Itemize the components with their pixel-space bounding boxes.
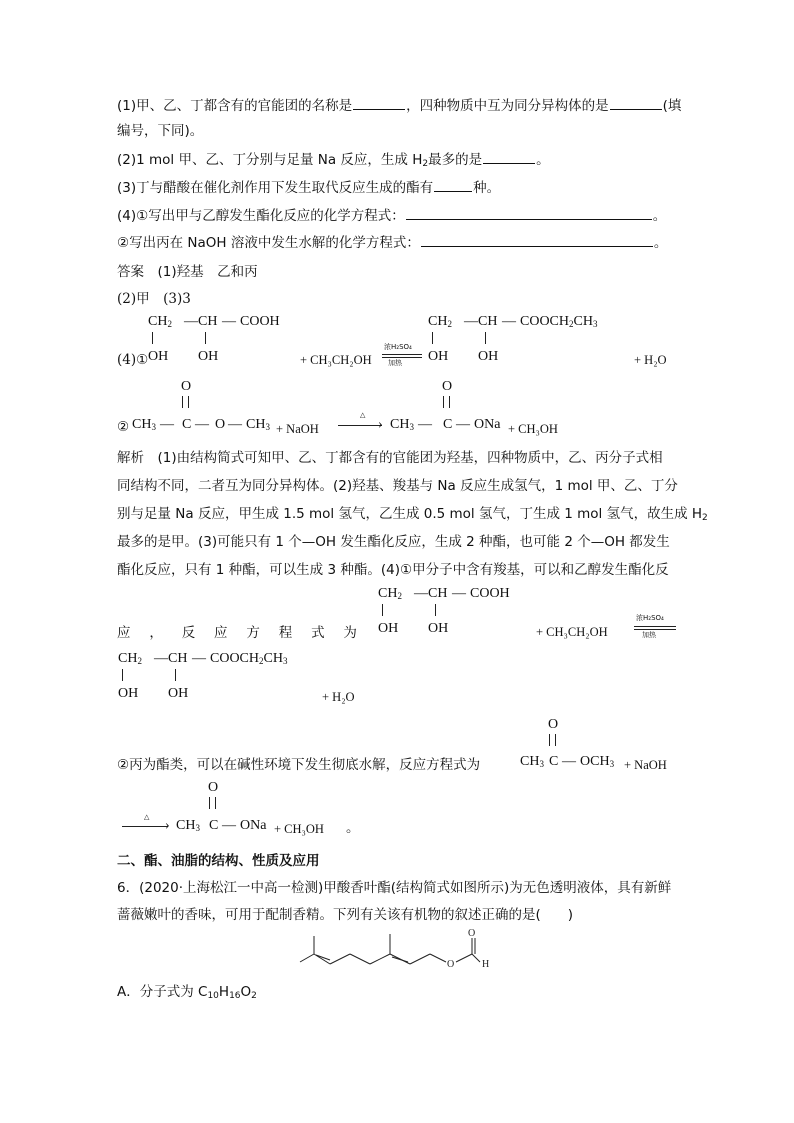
bond-line	[392, 957, 408, 962]
chem-cooh: COOH	[470, 586, 510, 601]
reagent-ethanol: + CH₃CH₂OH	[300, 353, 372, 367]
section-heading: 二、酯、油脂的结构、性质及应用	[117, 853, 320, 869]
chem-o: O	[215, 417, 226, 432]
sentence-end: 。	[346, 820, 360, 836]
chem-ch3: $CH_3$	[176, 818, 200, 833]
answer-blank[interactable]	[434, 179, 472, 192]
chem-ona: ONa	[240, 818, 267, 833]
geranyl-formate-structure	[296, 924, 502, 974]
chem-c: C	[182, 417, 192, 432]
analysis-line1: 解析 (1)由结构简式可知甲、乙、丁都含有的官能团为羟基，四种物质中，乙、丙分子式相	[117, 450, 663, 466]
double-bond	[443, 396, 450, 408]
chem-ch3: $CH_3$	[132, 417, 156, 432]
bond-line	[472, 954, 480, 962]
answer-line1: 答案 (1)羟基 乙和丙	[117, 264, 258, 280]
analysis-line2: 同结构不同，二者互为同分异构体。(2)羟基、羧基与 Na 反应生成氢气，1 mol 甲、乙、丁分	[117, 478, 678, 494]
chem-dash: —	[154, 651, 168, 666]
chem-oh: OH	[198, 349, 219, 364]
bond-line	[430, 954, 446, 962]
arrow-head: ›	[165, 818, 170, 833]
chem-oh: OH	[148, 349, 169, 364]
analysis-line3: 别与足量 Na 反应，甲生成 1.5 mol 氢气，乙生成 0.5 mol 氢气，丁生成 1 mol 氢气，故生成 $H_2$	[117, 506, 708, 523]
q5-part1-line1: (1)甲、乙、丁都含有的官能团的名称是 ，四种物质中互为同分异构体的是 (填	[117, 98, 682, 114]
equation-number: (4)①	[117, 352, 149, 368]
q5-part3: (3)丁与醋酸在催化剂作用下发生取代反应生成的酯有 种。	[117, 180, 501, 196]
chem-c: C	[443, 417, 453, 432]
chem-dash: —	[562, 754, 576, 769]
reaction-arrow	[634, 626, 676, 627]
reagent-naoh: + NaOH	[624, 758, 667, 772]
chem-ch: CH	[428, 586, 448, 601]
chem-ch2: $CH_2$	[118, 651, 142, 666]
chem-oh: OH	[478, 349, 499, 364]
bond-line	[350, 954, 370, 964]
chem-dash: —	[414, 586, 428, 601]
q5-part4-2: ②写出丙在 NaOH 溶液中发生水解的化学方程式： 。	[117, 235, 668, 251]
q5-part2: (2)1 mol 甲、乙、丁分别与足量 Na 反应，生成 $H_2$最多的是 。	[117, 152, 550, 169]
chem-cooet: $COOCH_2CH_3$	[520, 314, 598, 329]
product-methanol: + CH₃OH	[508, 422, 558, 436]
catalyst-label: 浓H₂SO₄	[384, 343, 412, 351]
bond-line	[152, 332, 153, 344]
chem-oh: OH	[168, 686, 189, 701]
analysis-line4: 最多的是甲。(3)可能只有 1 个—OH 发生酯化反应，生成 2 种酯，也可能 2 个—OH 都发生	[117, 534, 670, 550]
bond-line	[410, 954, 430, 964]
chem-o: O	[442, 379, 453, 394]
product-methanol: + CH₃OH	[274, 822, 324, 836]
chem-dash: —	[502, 314, 516, 329]
reaction-arrow	[382, 354, 422, 355]
oxygen-label: O	[447, 959, 455, 970]
chem-o: O	[181, 379, 192, 394]
chem-ch: CH	[168, 651, 188, 666]
chem-oh: OH	[428, 349, 449, 364]
chem-o: O	[208, 780, 219, 795]
bond-line	[122, 669, 123, 681]
double-bond	[209, 797, 216, 809]
reaction-arrow	[338, 425, 382, 426]
answer-blank[interactable]	[406, 207, 652, 220]
chem-dash: —	[184, 314, 198, 329]
bond-line	[370, 954, 390, 964]
double-bond	[182, 396, 189, 408]
chem-ch3: $CH_3$	[246, 417, 270, 432]
chem-ch3: $CH_3$	[520, 754, 544, 769]
product-water: + H₂O	[322, 690, 355, 704]
answer-line2: (2)甲 (3)3	[117, 291, 191, 307]
answer-blank[interactable]	[483, 151, 535, 164]
question6-line1: 6．(2020·上海松江一中高一检测)甲酸香叶酯(结构简式如图所示)为无色透明液体，具有新鲜	[117, 880, 672, 896]
bond-line	[300, 954, 314, 962]
chem-cooet: $COOCH_2CH_3$	[210, 651, 288, 666]
catalyst-label: 浓H₂SO₄	[636, 614, 664, 622]
chem-dash: —	[160, 417, 174, 432]
answer-blank[interactable]	[421, 234, 653, 247]
chem-c: C	[209, 818, 219, 833]
chem-dash: —	[222, 818, 236, 833]
chem-ch2: $CH_2$	[428, 314, 452, 329]
chem-och3: $OCH_3$	[580, 754, 615, 769]
arrow-head: ›	[378, 417, 383, 432]
chem-dash: —	[456, 417, 470, 432]
reagent-naoh: + NaOH	[276, 422, 319, 436]
bond-line	[205, 332, 206, 344]
chem-dash: —	[418, 417, 432, 432]
reaction-arrow	[634, 629, 676, 630]
option-a[interactable]: A．分子式为 $C_{10}H_{16}O_2$	[117, 984, 257, 1001]
chem-dash: —	[195, 417, 209, 432]
heat-condition: 加热	[388, 359, 402, 367]
chem-dash: —	[222, 314, 236, 329]
double-bond	[549, 734, 556, 746]
bond-line	[382, 604, 383, 616]
chem-oh: OH	[428, 621, 449, 636]
analysis-line5: 酯化反应，只有 1 种酯，可以生成 3 种酯。(4)①甲分子中含有羧基，可以和乙醇发生酯化反	[117, 562, 669, 578]
heat-condition: △	[360, 411, 366, 419]
chem-ch2: $CH_2$	[148, 314, 172, 329]
bond-line	[485, 332, 486, 344]
chem-o: O	[548, 717, 559, 732]
hydrogen-label: H	[482, 959, 490, 970]
chem-c: C	[549, 754, 559, 769]
q5-part4-1: (4)①写出甲与乙醇发生酯化反应的化学方程式： 。	[117, 208, 667, 224]
bond-line	[330, 954, 350, 964]
chem-dash: —	[192, 651, 206, 666]
chem-cooh: COOH	[240, 314, 280, 329]
bond-line	[175, 669, 176, 681]
chem-dash: —	[452, 586, 466, 601]
chem-ona: ONa	[474, 417, 501, 432]
chem-ch3: $CH_3$	[390, 417, 414, 432]
chem-dash: —	[228, 417, 242, 432]
bond-line	[432, 332, 433, 344]
answer-blank[interactable]	[610, 97, 662, 110]
analysis-line6: 应 ， 反 应 方 程 式 为	[117, 625, 357, 641]
heat-condition: 加热	[642, 631, 656, 639]
oxygen-label: O	[468, 928, 476, 939]
heat-condition: △	[144, 813, 150, 821]
question6-line2: 蔷薇嫩叶的香味，可用于配制香精。下列有关该有机物的叙述正确的是( )	[117, 907, 574, 923]
bond-line	[456, 954, 472, 962]
analysis-line8: ②丙为酯类，可以在碱性环境下发生彻底水解，反应方程式为	[117, 757, 481, 773]
chem-ch2: $CH_2$	[378, 586, 402, 601]
reaction-arrow	[382, 357, 422, 358]
bond-line	[435, 604, 436, 616]
chem-ch: CH	[198, 314, 218, 329]
chem-ch: CH	[478, 314, 498, 329]
reagent-ethanol: + CH₃CH₂OH	[536, 625, 608, 639]
q5-part1-line2: 编号，下同)。	[117, 123, 204, 139]
answer-blank[interactable]	[353, 97, 405, 110]
chem-oh: OH	[378, 621, 399, 636]
product-water: + H₂O	[634, 353, 667, 367]
reaction-arrow	[122, 826, 168, 827]
chem-dash: —	[464, 314, 478, 329]
equation-number: ②	[117, 419, 130, 435]
chem-oh: OH	[118, 686, 139, 701]
